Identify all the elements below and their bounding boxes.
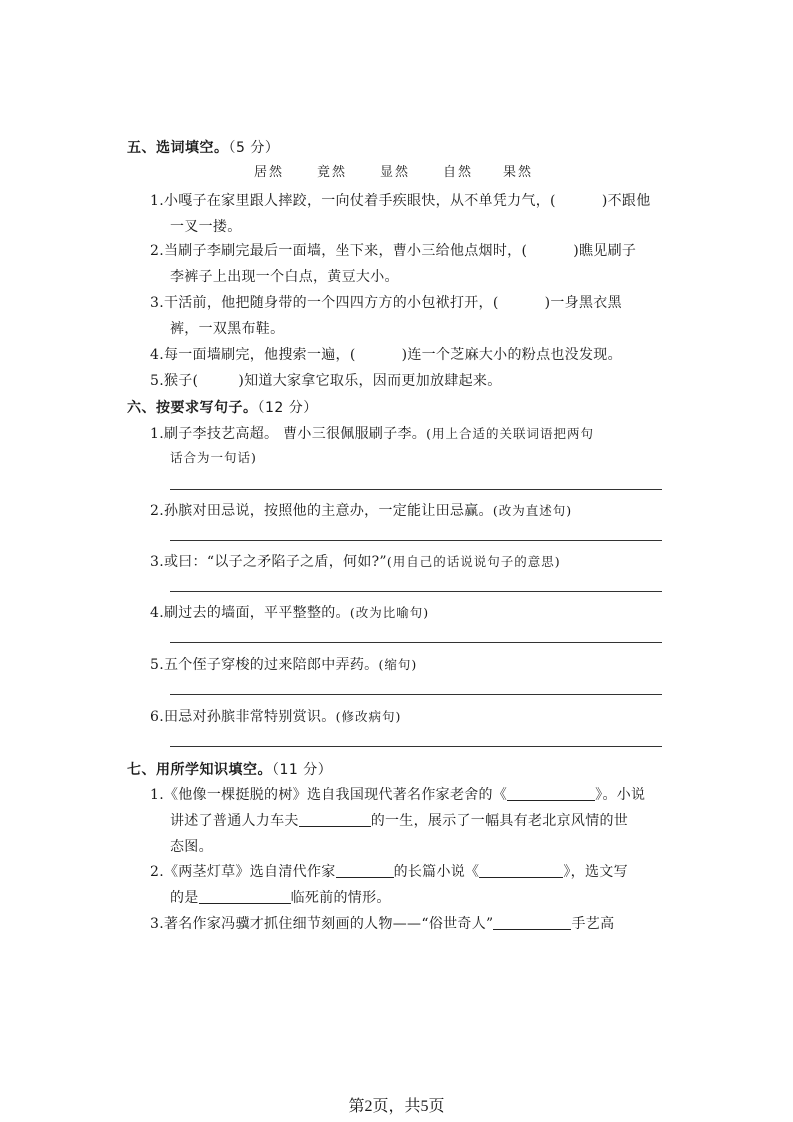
s5-q5-text-after: )知道大家拿它取乐，因而更加放肆起来。	[238, 373, 502, 389]
answer-blank[interactable]	[493, 915, 571, 930]
section-5-score: （5 分）	[228, 140, 280, 156]
s6-q3-text: 3.或曰：“以子之矛陷子之盾，何如?”	[150, 554, 387, 570]
s5-q5-line	[150, 370, 502, 390]
s6-q5-line	[150, 654, 417, 674]
section-7-title	[127, 759, 332, 779]
s7-q2-line2	[170, 887, 391, 907]
word-option: 竟然	[317, 165, 348, 180]
s7-q1-line3: 态图。	[170, 839, 213, 855]
s7-q2-text: 2.《两茎灯草》选自清代作家	[150, 864, 336, 880]
s5-q2-text-after: )瞧见刷子	[573, 243, 637, 259]
s7-q1-line2	[170, 810, 628, 830]
answer-blank[interactable]	[199, 889, 291, 904]
s5-q1-line2: 一叉一搂。	[170, 219, 242, 235]
section-6-title	[127, 397, 318, 417]
s6-q1-line1	[150, 423, 594, 443]
s5-q5-text: 5.猴子(	[150, 373, 199, 389]
answer-line[interactable]	[170, 489, 662, 490]
answer-blank[interactable]	[336, 863, 394, 878]
answer-line[interactable]	[170, 746, 662, 747]
s7-q3-text-after: 手艺高	[571, 916, 615, 932]
s6-q3-line	[150, 551, 561, 571]
s6-q2-line	[150, 500, 572, 520]
s7-q2-text-5: 临死前的情形。	[290, 890, 391, 906]
answer-blank[interactable]	[299, 812, 371, 827]
s5-q1-line1	[150, 190, 651, 210]
word-option: 果然	[503, 165, 534, 180]
s7-q3-text: 3.著名作家冯骥才抓住细节刻画的人物——“俗世奇人”	[150, 916, 494, 932]
s6-q5-instruction: (缩句)	[378, 657, 418, 672]
s7-q1-text-3: 的一生，展示了一幅具有老北京风情的世	[370, 813, 629, 829]
section-5-title	[127, 137, 279, 157]
s7-q2-text-3: 》，选文写	[563, 864, 628, 880]
s5-q3-line1	[150, 292, 622, 312]
s5-q4-line	[150, 344, 622, 364]
s7-q1-text-after: 》。小说	[595, 787, 646, 803]
section-7-score: （11 分）	[272, 762, 333, 778]
s6-q2-instruction: (改为直述句)	[492, 503, 573, 518]
section-6-score: （12 分）	[257, 400, 318, 416]
s6-q1-line2: 话合为一句话)	[170, 450, 257, 465]
s7-q2-text-2: 的长篇小说《	[393, 864, 480, 880]
s7-q3-line	[150, 913, 614, 933]
s7-q1-text-2: 讲述了普通人力车夫	[170, 813, 299, 829]
s5-q2-text: 2.当刷子李刷完最后一面墙，坐下来，曹小三给他点烟时，(	[150, 243, 528, 259]
s5-q3-text: 3.干活前，他把随身带的一个四四方方的小包袱打开，(	[150, 295, 499, 311]
s5-q4-text: 4.每一面墙刷完，他搜索一遍，(	[150, 347, 356, 363]
answer-line[interactable]	[170, 591, 662, 592]
word-option: 显然	[380, 165, 411, 180]
s6-q4-instruction: (改为比喻句)	[349, 605, 430, 620]
s5-q1-text-after: )不跟他	[601, 193, 651, 209]
s6-q6-text: 6.田忌对孙膑非常特别赏识。	[150, 709, 336, 725]
section-7-heading: 七、用所学知识填空。	[127, 762, 272, 778]
s6-q4-text: 4.刷过去的墙面，平平整整的。	[150, 605, 350, 621]
s5-q1-text: 1.小嘎子在家里跟人摔跤，一向仗着手疾眼快，从不单凭力气，(	[150, 193, 556, 209]
s7-q2-line1	[150, 861, 628, 881]
s5-q4-text-after: )连一个芝麻大小的粉点也没发现。	[401, 347, 622, 363]
section-6-heading: 六、按要求写句子。	[127, 400, 258, 416]
page-number: 第2页，共5页	[348, 1098, 445, 1115]
s5-q3-line2: 裤，一双黑布鞋。	[170, 321, 285, 337]
s5-q2-line1	[150, 240, 636, 260]
s6-q2-text: 2.孙膑对田忌说，按照他的主意办，一定能让田忌赢。	[150, 503, 493, 519]
answer-line[interactable]	[170, 642, 662, 643]
s6-q6-line	[150, 706, 401, 726]
s6-q3-instruction: (用自己的话说说句子的意思)	[386, 554, 561, 569]
s6-q6-instruction: (修改病句)	[335, 709, 402, 724]
answer-blank[interactable]	[507, 786, 595, 801]
s7-q2-text-4: 的是	[170, 890, 199, 906]
s6-q5-text: 5.五个侄子穿梭的过来陪郎中弄药。	[150, 657, 379, 673]
s6-q1-text: 1.刷子李技艺高超。 曹小三很佩服刷子李。	[150, 426, 427, 442]
answer-line[interactable]	[170, 540, 662, 541]
section-5-heading: 五、选词填空。	[127, 140, 229, 156]
s6-q4-line	[150, 602, 429, 622]
answer-line[interactable]	[170, 694, 662, 695]
s5-q2-line2: 李裤子上出现一个白点，黄豆大小。	[170, 269, 399, 285]
s6-q1-instruction: (用上合适的关联词语把两句	[426, 426, 594, 441]
word-option: 居然	[254, 165, 285, 180]
s7-q1-text: 1.《他像一棵挺脱的树》选自我国现代著名作家老舍的《	[150, 787, 508, 803]
word-option: 自然	[443, 165, 474, 180]
s7-q1-line1	[150, 784, 645, 804]
s5-q3-text-after: )一身黑衣黑	[544, 295, 622, 311]
answer-blank[interactable]	[479, 863, 563, 878]
